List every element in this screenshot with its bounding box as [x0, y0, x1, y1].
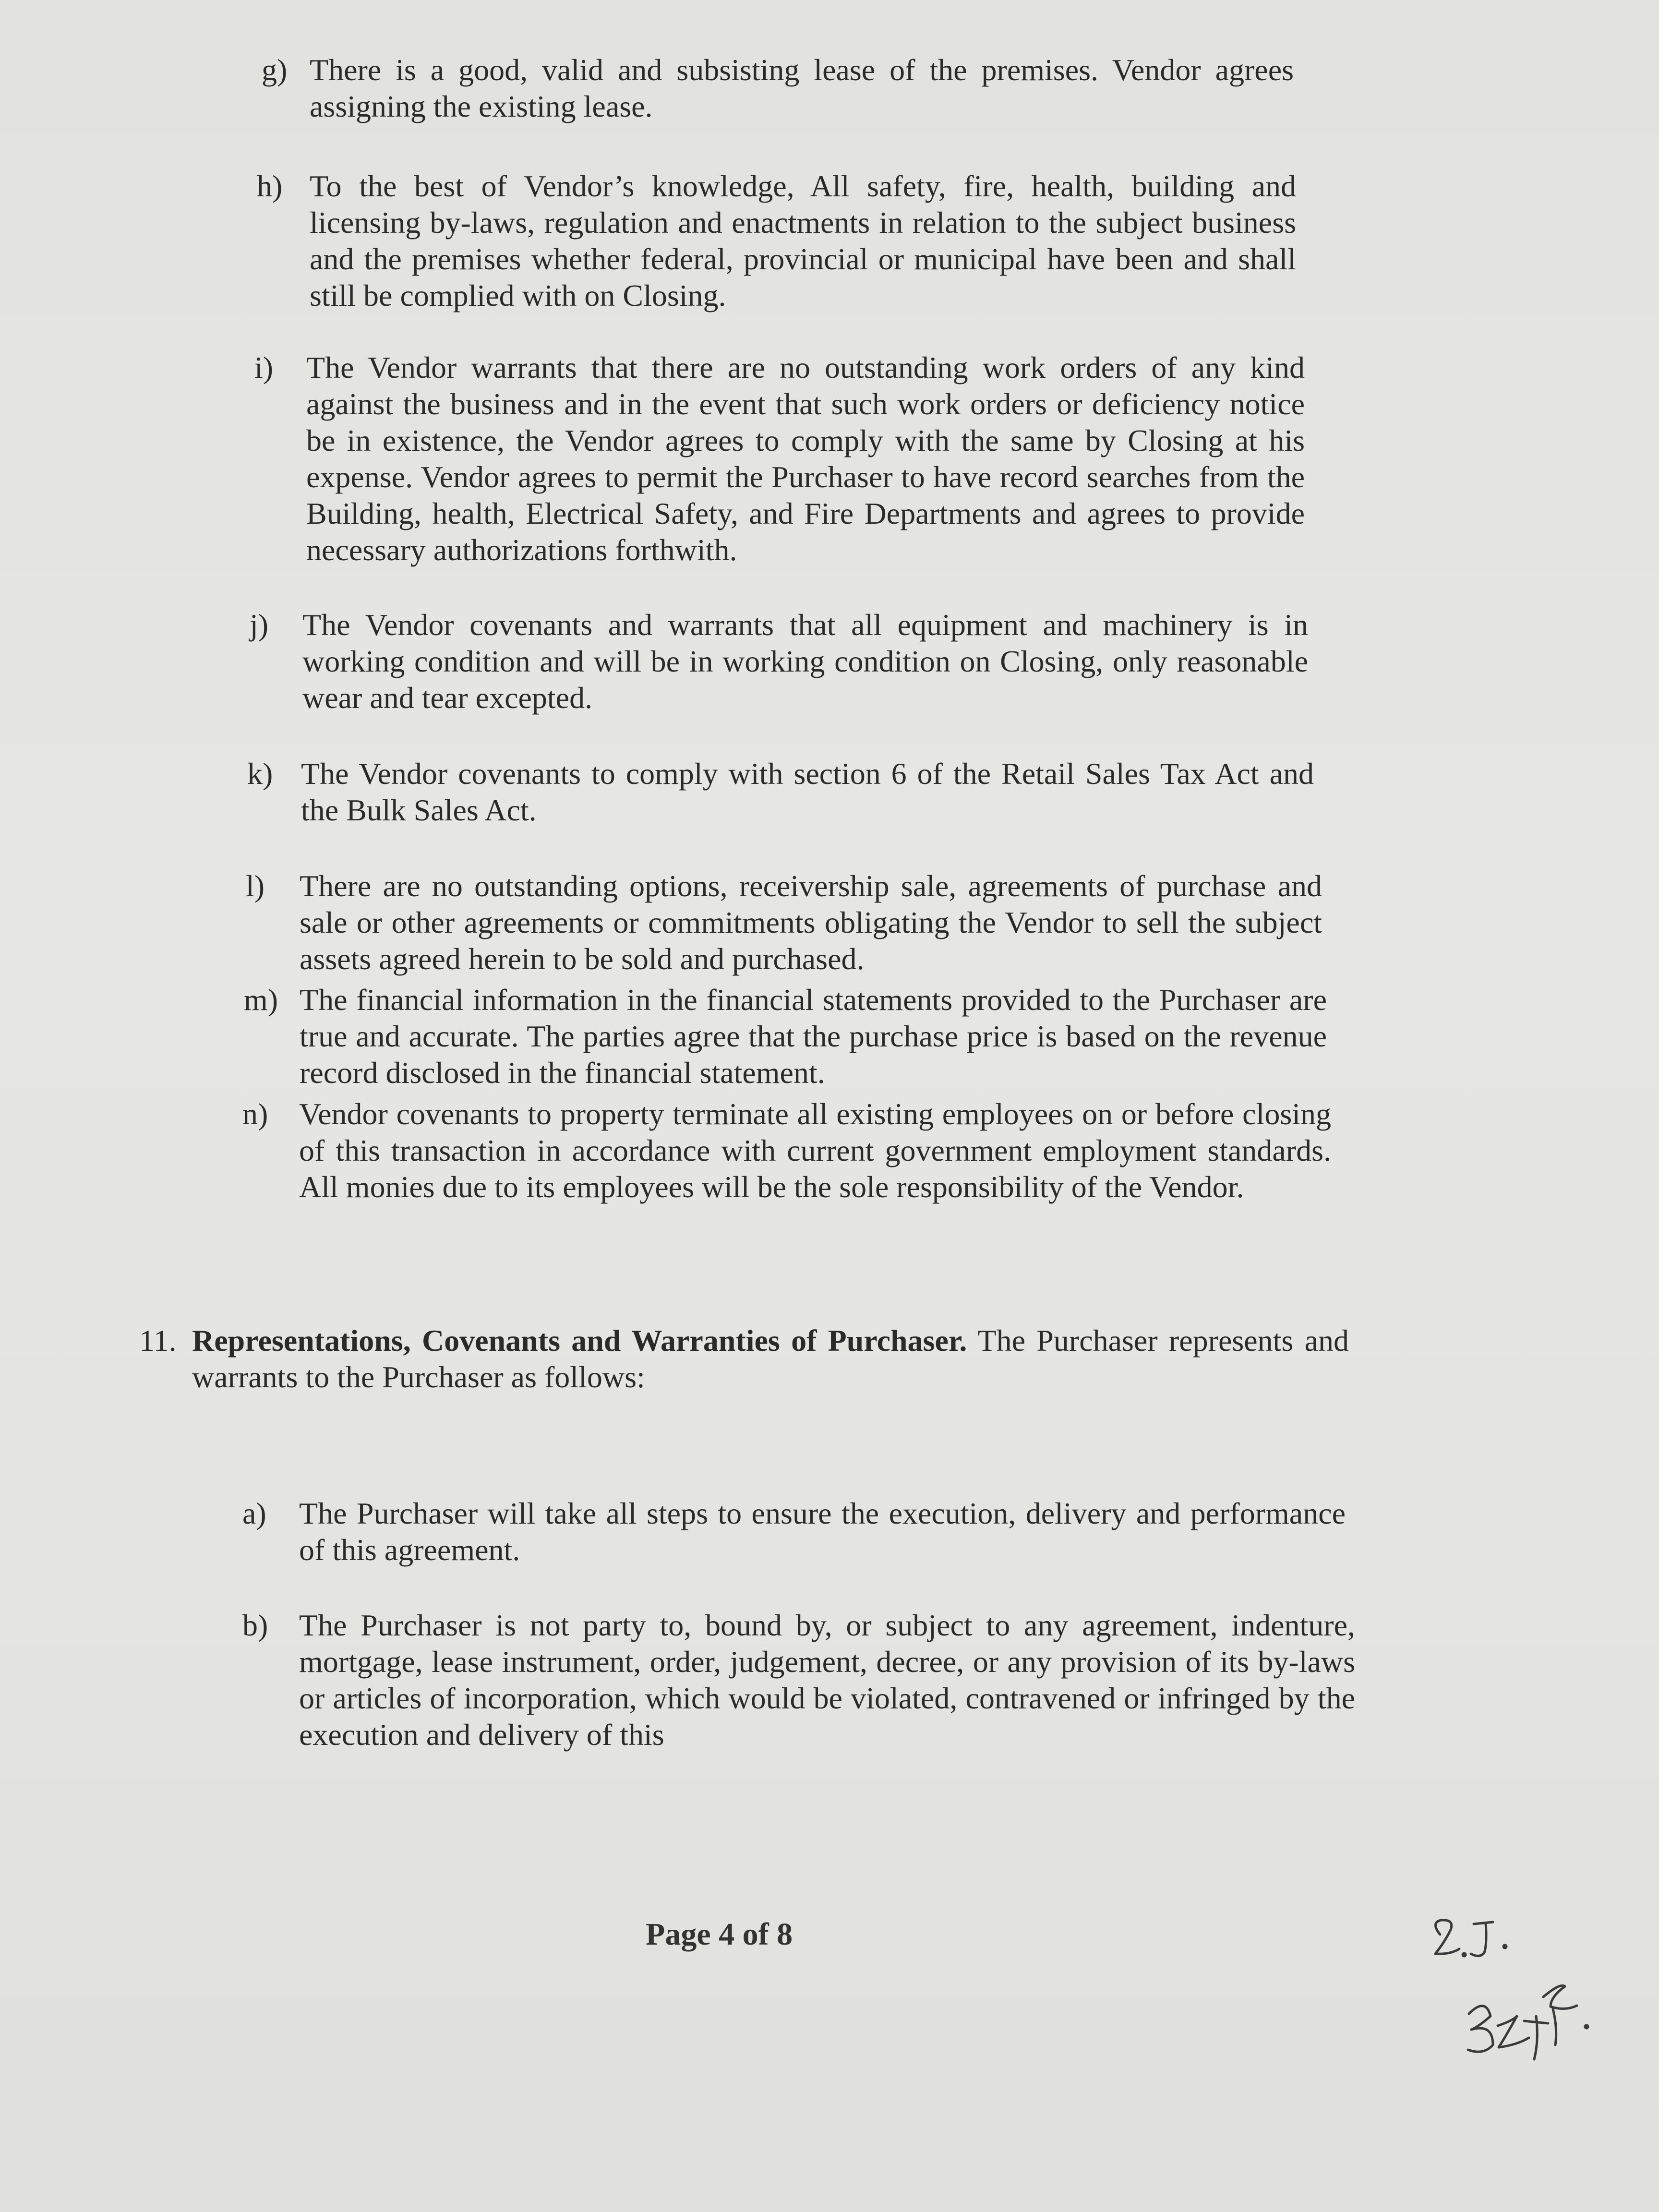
clause-text: The Vendor covenants to comply with section 6 of the Retail Sales Tax Act and the Bulk Sales Act. — [301, 757, 1314, 827]
handwritten-initials — [1421, 1901, 1632, 2093]
clause-marker: a) — [242, 1496, 266, 1530]
clause-text: The Vendor warrants that there are no outstanding work orders of any kind against the business and in the event that such work orders or deficiency notice be in existence, the Vendor agrees to comply with the same by Closing at his expense. Vendor agrees to permit the Purchaser to have record searches from the Building, health, Electrical Safety, and Fire Departments and agrees to provide necessary authorizations forthwith. — [306, 350, 1305, 567]
section-number: 11. — [139, 1323, 177, 1358]
clause-marker: b) — [242, 1608, 268, 1642]
clause-marker: i) — [254, 350, 274, 385]
clause-text: The financial information in the financial statements provided to the Purchaser are true and accurate. The parties agree that the purchase price is based on the revenue record disclosed in the financial statement. — [300, 983, 1327, 1090]
section-body — [192, 1322, 1349, 1395]
section-heading: Representations, Covenants and Warranties of Purchaser. — [192, 1323, 967, 1358]
clause-marker: l) — [246, 869, 265, 903]
clause-text: There are no outstanding options, receivership sale, agreements of purchase and sale or other agreements or commitments obligating the Vendor to sell the subject assets agreed herein to be sold and purchased. — [300, 869, 1322, 976]
clause-marker: n) — [242, 1097, 268, 1131]
clause-text: To the best of Vendor’s knowledge, All safety, fire, health, building and licensing by-laws, regulation and enactments in relation to the subject business and the premises whether federal, provincial or municipal have been and shall still be complied with on Closing. — [310, 169, 1296, 313]
clause-text: There is a good, valid and subsisting lease of the premises. Vendor agrees assigning the existing lease. — [310, 53, 1294, 123]
clause-text: The Purchaser is not party to, bound by, or subject to any agreement, indenture, mortgage, lease instrument, order, judgement, decree, or any provision of its by-laws or articles of incorporation, which would be violated, contravened or infringed by the execution and delivery of this — [299, 1608, 1355, 1752]
clause-marker: m) — [244, 983, 278, 1017]
clause-marker: j) — [250, 608, 269, 642]
clause-k — [247, 756, 1314, 829]
clause-i — [254, 349, 1305, 568]
clause-n — [242, 1096, 1331, 1205]
page-number: Page 4 of 8 — [646, 1917, 793, 1952]
section-text: The Purchaser represents and warrants to the Purchaser as follows: — [192, 1323, 1349, 1394]
clause-b — [242, 1607, 1355, 1753]
clause-h — [257, 168, 1296, 314]
clause-text: The Purchaser will take all steps to ensure the execution, delivery and performance of this agreement. — [299, 1496, 1346, 1567]
section-11 — [139, 1322, 1349, 1395]
clause-text: The Vendor covenants and warrants that all equipment and machinery is in working condition and will be in working condition on Closing, only reasonable wear and tear excepted. — [302, 608, 1308, 715]
clause-text: Vendor covenants to property terminate all existing employees on or before closing of this transaction in accordance with current government employment standards. All monies due to its employees will be the sole responsibility of the Vendor. — [299, 1097, 1331, 1204]
clause-g — [262, 52, 1294, 125]
clause-j — [250, 607, 1308, 716]
clause-m — [244, 982, 1327, 1091]
clause-marker: g) — [262, 53, 288, 87]
signature-drawing — [1421, 1901, 1632, 2093]
clause-a — [242, 1495, 1346, 1568]
clause-l — [246, 868, 1322, 977]
clause-marker: k) — [247, 757, 273, 791]
clause-marker: h) — [257, 169, 283, 203]
